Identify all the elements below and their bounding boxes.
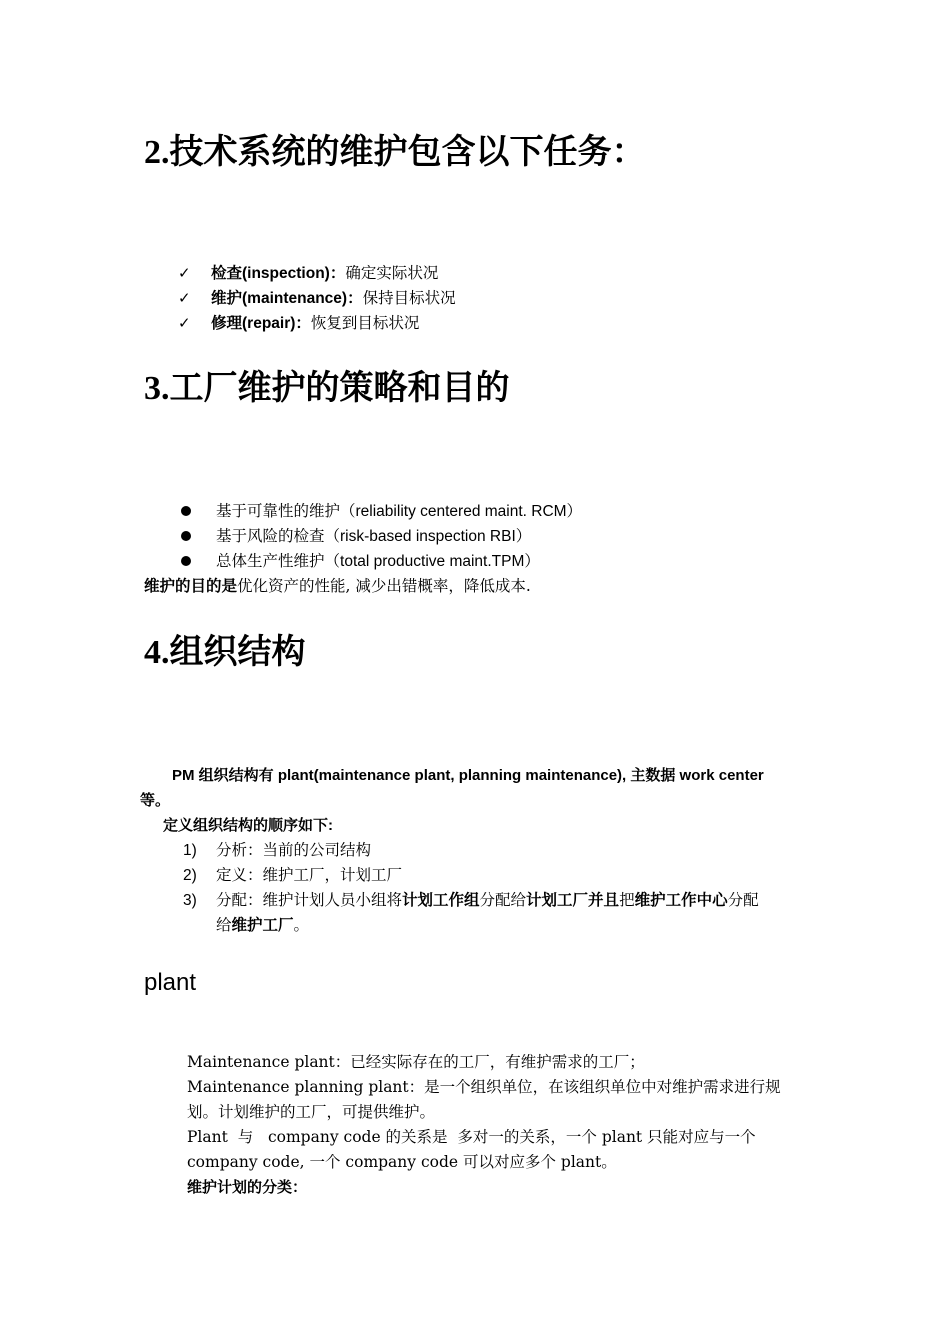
order-title: 定义组织结构的顺序如下: [163, 817, 333, 834]
org-intro-line-2: 等。 [140, 792, 171, 809]
section-3-heading: 3.工厂维护的策略和目的 [144, 368, 510, 408]
plant-heading: plant [144, 969, 197, 996]
maintenance-purpose: 维护的目的是优化资产的性能, 减少出错概率，降低成本. [144, 577, 531, 595]
plant-line-5: company code, 一个 company code 可以对应多个 plant。 [187, 1153, 617, 1171]
plant-line-4: Plant 与 company code 的关系是 多对一的关系，一个 plant 只能对应与一个 [187, 1128, 756, 1146]
plant-line-3: 划。计划维护的工厂，可提供维护。 [187, 1103, 436, 1121]
bullet-icon [181, 506, 191, 516]
plant-line-2: Maintenance planning plant：是一个组织单位，在该组织单位中对维护需求进行规 [187, 1078, 781, 1096]
list-item-continuation: 给维护工厂。 [216, 916, 310, 934]
checkmark-icon: ✓ [178, 264, 191, 282]
checkmark-icon: ✓ [178, 314, 191, 332]
bullet-icon [181, 531, 191, 541]
checkmark-icon: ✓ [178, 289, 191, 307]
plant-line-6: 维护计划的分类： [187, 1179, 308, 1196]
section-2-heading: 2.技术系统的维护包含以下任务： [144, 132, 646, 172]
plant-line-1: Maintenance plant：已经实际存在的工厂，有维护需求的工厂； [187, 1053, 645, 1071]
bullet-icon [181, 556, 191, 566]
section-4-heading: 4.组织结构 [144, 632, 306, 672]
org-intro-line-1: PM 组织结构有 plant(maintenance plant, planning maintenance), 主数据 work center [172, 767, 764, 784]
